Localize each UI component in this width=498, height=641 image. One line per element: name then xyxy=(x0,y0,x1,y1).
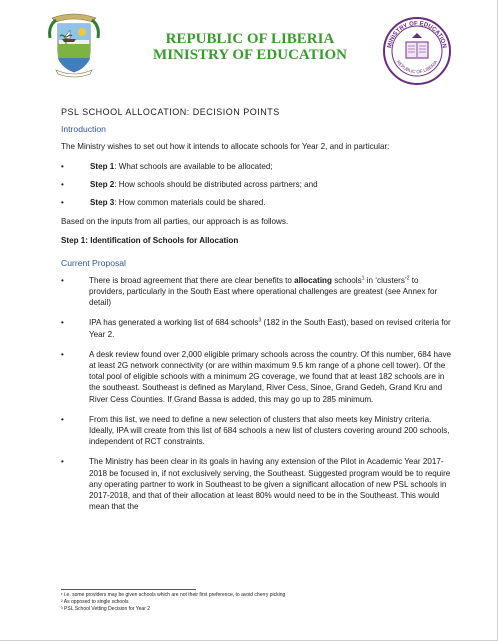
bullet-text: There is broad agreement that there are clear benefits to xyxy=(89,275,295,285)
letterhead-line-1: REPUBLIC OF LIBERIA xyxy=(165,31,335,47)
current-proposal-heading: Current Proposal xyxy=(61,257,126,268)
liberia-coat-of-arms-icon xyxy=(46,8,102,78)
footnote-ref: 1 xyxy=(361,275,365,282)
bullet-item xyxy=(61,317,451,339)
seal-bottom-text: REPUBLIC OF LIBERIA xyxy=(395,59,439,75)
footnote-ref: 3 xyxy=(258,317,262,324)
footnotes xyxy=(61,592,451,613)
letterhead-title xyxy=(120,31,380,63)
step-item xyxy=(61,161,451,172)
step-text: : How schools should be distributed across partners; and xyxy=(114,179,318,189)
footnote-ref: 2 xyxy=(406,275,410,282)
ministry-seal-icon xyxy=(382,16,452,86)
steps-list xyxy=(61,161,451,209)
bullet-item: • The Ministry has been clear in its goals in having any extension of the Pilot in Academic Year 2017-2018 be focused in, if not exclusively serving, the Southeast. Suggested program would be to require any operating partner to work in Southeast to be given a significant allocation of new PSL schools in 2017-2018, and that of their allocation at least 80% would need to be in the Southeast. This would mean that the xyxy=(61,456,451,512)
step-item xyxy=(61,179,451,190)
bullet-text: schools xyxy=(331,275,362,285)
step-item xyxy=(61,197,451,208)
step-text: : How common materials could be shared. xyxy=(114,198,266,208)
bullet-text: to providers, particularly in the South East where operational challenges are greatest (see Annex for detail) xyxy=(89,275,438,308)
step-label: Step 3 xyxy=(90,198,115,208)
introduction-heading: Introduction xyxy=(61,124,106,135)
step-label: Step 2 xyxy=(90,179,115,189)
seal-ring-text: MINISTRY OF EDUCATION xyxy=(387,20,447,49)
document-title: PSL SCHOOL ALLOCATION: DECISION POINTS xyxy=(61,107,280,117)
footnote: ¹ i.e. some providers may be given schools which are not their first preference, to avoid cherry picking xyxy=(61,592,286,598)
step-label: Step 1 xyxy=(90,161,115,171)
document-body xyxy=(61,107,451,521)
bullet-emphasis: allocating xyxy=(294,275,332,285)
bullet-text: (182 in the South East), based on revised criteria for Year 2. xyxy=(89,318,451,339)
proposal-bullets xyxy=(61,275,451,513)
step1-heading: Step 1: Identification of Schools for Allocation xyxy=(61,236,239,246)
bullet-item xyxy=(61,275,451,309)
bullet-item: • A desk review found over 2,000 eligible primary schools across the country. Of this number, 684 have at least 2G network connectivity (or are within maximum 9.5 km range of a phone cell tower). Of the total pool of eligible schools with a minimum 2G coverage, we found that at least 182 schools are in the southeast. Southeast is defined as Maryland, River Cess, Sinoe, Grand Gedeh, Grand Kru and River Cess Counties. If Grand Bassa is added, this may go up to 285 minimum. xyxy=(61,349,451,405)
footnote: ² As opposed to single schools xyxy=(61,599,129,605)
letterhead-line-2: MINISTRY OF EDUCATION xyxy=(153,47,347,63)
bullet-text: IPA has generated a working list of 684 schools xyxy=(89,318,259,328)
intro-paragraph: The Ministry wishes to set out how it intends to allocate schools for Year 2, and in particular: xyxy=(61,142,390,152)
footnote-divider xyxy=(61,589,196,590)
bullet-item: • From this list, we need to define a new selection of clusters that also meets key Ministry criteria. Ideally, IPA will create from this list of 684 schools a new list of clusters covering around 200 schools, independent of RCT constraints. xyxy=(61,414,451,448)
bullet-text: in ‘clusters’ xyxy=(364,275,407,285)
step-text: : What schools are available to be allocated; xyxy=(114,161,273,171)
approach-paragraph: Based on the inputs from all parties, our approach is as follows. xyxy=(61,217,289,227)
footnote: ³ PSL School Vetting Decision for Year 2 xyxy=(61,606,151,612)
